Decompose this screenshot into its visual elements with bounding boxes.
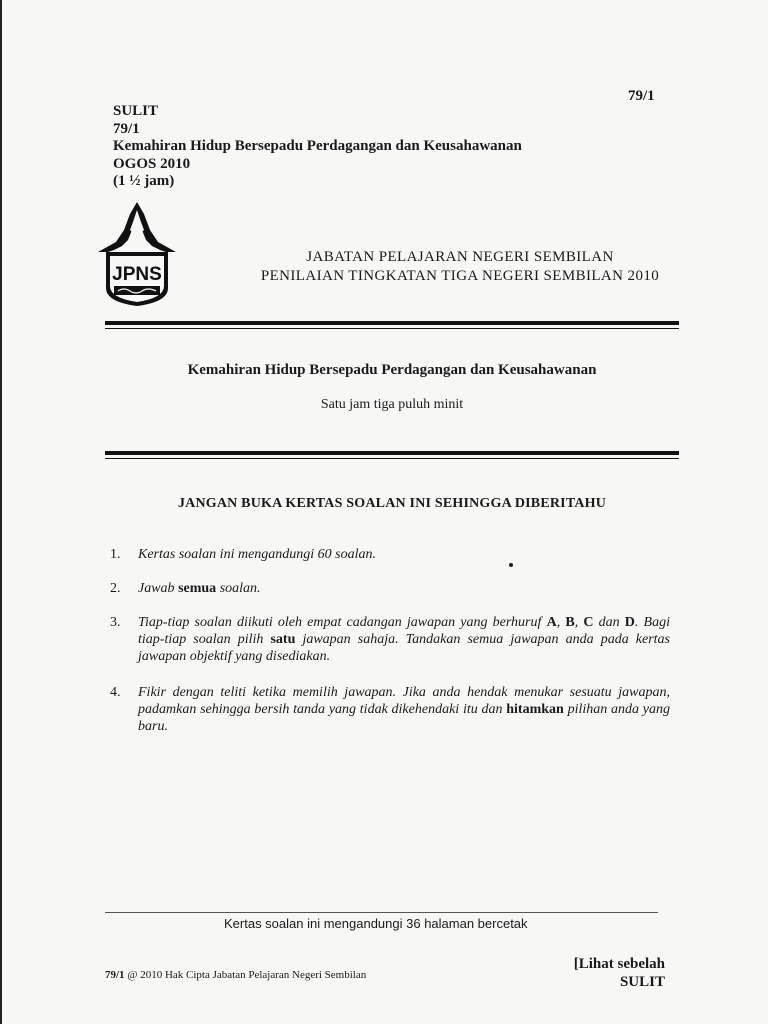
header-subject: Kemahiran Hidup Bersepadu Perdagangan dan Keusahawanan (113, 138, 522, 154)
instruction-number: 2. (110, 581, 121, 596)
option-d: D (624, 615, 635, 630)
footer-classification: SULIT (619, 974, 665, 990)
instruction-3 (110, 614, 670, 665)
instruction-text: . Bagi tiap-tiap soalan pilih (138, 615, 671, 647)
rule-top-thick (105, 321, 679, 325)
rule-top-thin (105, 328, 679, 329)
lihat-sebelah: [Lihat sebelah (573, 956, 665, 972)
option-b: B (565, 615, 575, 630)
agency-heading (200, 248, 720, 286)
subject-title: Kemahiran Hidup Bersepadu Perdagangan dan Keusahawanan (187, 362, 597, 378)
copyright (105, 969, 366, 981)
instruction-text: Fikir dengan teliti ketika memilih jawapan. Jika anda hendak menukar sesuatu jawapan, padamkan sehingga bersih tanda yang tidak dikehendaki itu dan (138, 685, 670, 717)
paper-code: 79/1 (628, 88, 655, 104)
agency-line-1: JABATAN PELAJARAN NEGERI SEMBILAN (306, 249, 614, 265)
instruction-text: pilihan anda yang baru. (138, 702, 670, 734)
header-date: OGOS 2010 (113, 155, 191, 172)
instruction-2 (110, 580, 670, 597)
scan-edge (0, 0, 2, 1024)
agency-line-2: PENILAIAN TINGKATAN TIGA NEGERI SEMBILAN 2010 (260, 268, 660, 284)
paper-header (113, 103, 522, 191)
instruction-text: jawapan sahaja. Tandakan semua jawapan anda pada kertas jawapan objektif yang disediakan. (138, 632, 670, 664)
instruction-text: soalan. (216, 581, 261, 596)
rule-mid-thick (105, 451, 679, 455)
separator: , (556, 615, 566, 630)
header-duration: (1 ½ jam) (113, 173, 175, 189)
instruction-text: Kertas soalan ini mengandungi 60 soalan. (138, 547, 377, 562)
rule-mid-thin (105, 458, 679, 459)
instruction-bold: hitamkan (506, 702, 564, 717)
instruction-bold: satu (270, 632, 296, 647)
instruction-4 (110, 684, 670, 735)
instruction-number: 1. (110, 547, 121, 562)
instruction-number: 3. (110, 615, 121, 630)
instruction-text: Jawab (138, 581, 179, 596)
warning-text: JANGAN BUKA KERTAS SOALAN INI SEHINGGA DIBERITAHU (177, 496, 607, 511)
footer-rule (105, 912, 658, 913)
footer-right (560, 955, 665, 991)
instruction-text: Tiap-tiap soalan diikuti oleh empat cadangan jawapan yang berhuruf (138, 615, 547, 630)
duration-text: Satu jam tiga puluh minit (320, 397, 464, 412)
page-count-note: Kertas soalan ini mengandungi 36 halaman bercetak (224, 916, 528, 931)
option-c: C (583, 615, 594, 630)
stray-mark (509, 563, 513, 567)
instruction-1 (110, 546, 670, 563)
classification: SULIT (113, 103, 159, 119)
separator: dan (593, 615, 625, 630)
header-code: 79/1 (113, 120, 140, 137)
copyright-code: 79/1 (105, 969, 125, 981)
instruction-number: 4. (110, 685, 121, 700)
logo-text: JPNS (112, 264, 162, 285)
copyright-text: @ 2010 Hak Cipta Jabatan Pelajaran Negeri Sembilan (124, 969, 367, 981)
jpns-logo (94, 200, 180, 310)
separator: , (574, 615, 584, 630)
instruction-bold: semua (178, 581, 217, 596)
jpns-logo-icon (94, 200, 180, 310)
option-a: A (546, 615, 557, 630)
